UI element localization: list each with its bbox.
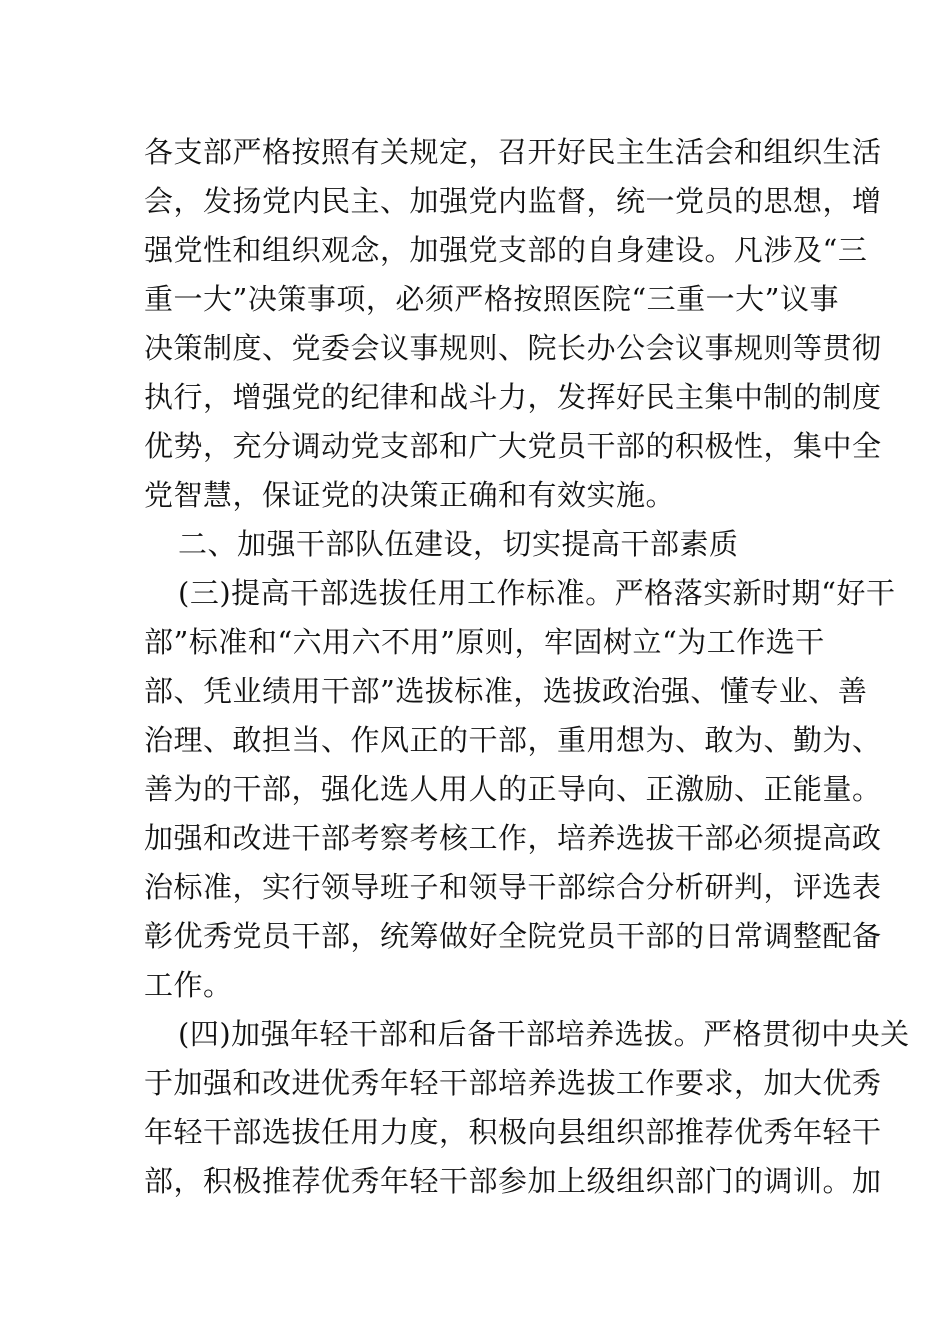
text-line: 强党性和组织观念，加强党支部的自身建设。凡涉及“三	[144, 233, 868, 267]
text-line: 部，积极推荐优秀年轻干部参加上级组织部门的调训。加	[144, 1164, 882, 1198]
text-line: 重一大”决策事项，必须严格按照医院“三重一大”议事	[144, 282, 839, 316]
text-line: 彰优秀党员干部，统筹做好全院党员干部的日常调整配备	[144, 919, 882, 953]
body-text	[144, 128, 910, 1206]
text-line: 善为的干部，强化选人用人的正导向、正激励、正能量。	[144, 772, 882, 806]
text-line: 部”标准和“六用六不用”原则，牢固树立“为工作选干	[144, 625, 825, 659]
section-heading: 二、加强干部队伍建设，切实提高干部素质	[178, 527, 739, 561]
paragraph-first-line: (四)加强年轻干部和后备干部培养选拔。严格贯彻中央关	[178, 1017, 910, 1051]
text-line: 工作。	[144, 968, 233, 1002]
text-line: 党智慧，保证党的决策正确和有效实施。	[144, 478, 676, 512]
text-line: 执行，增强党的纪律和战斗力，发挥好民主集中制的制度	[144, 380, 882, 414]
text-line: 会，发扬党内民主、加强党内监督，统一党员的思想，增	[144, 184, 882, 218]
text-line: 于加强和改进优秀年轻干部培养选拔工作要求，加大优秀	[144, 1066, 882, 1100]
text-line: 治标准，实行领导班子和领导干部综合分析研判，评选表	[144, 870, 882, 904]
text-line: 年轻干部选拔任用力度，积极向县组织部推荐优秀年轻干	[144, 1115, 882, 1149]
text-line: 各支部严格按照有关规定，召开好民主生活会和组织生活	[144, 135, 882, 169]
text-line: 部、凭业绩用干部”选拔标准，选拔政治强、懂专业、善	[144, 674, 868, 708]
text-line: 治理、敢担当、作风正的干部，重用想为、敢为、勤为、	[144, 723, 882, 757]
text-line: 加强和改进干部考察考核工作，培养选拔干部必须提高政	[144, 821, 882, 855]
paragraph-first-line: (三)提高干部选拔任用工作标准。严格落实新时期“好干	[178, 576, 896, 610]
text-line: 优势，充分调动党支部和广大党员干部的积极性，集中全	[144, 429, 882, 463]
text-line: 决策制度、党委会议事规则、院长办公会议事规则等贯彻	[144, 331, 882, 365]
